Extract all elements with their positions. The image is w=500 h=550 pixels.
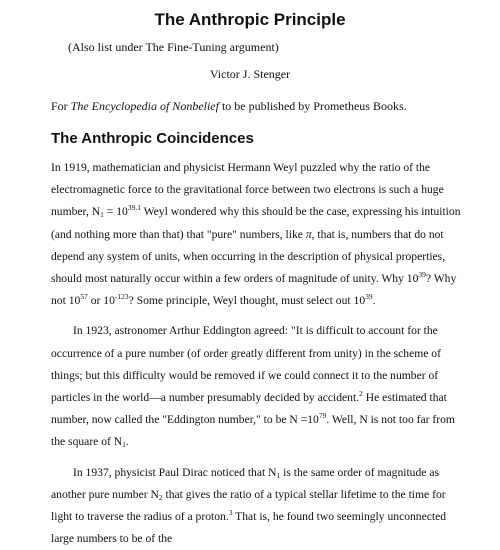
p1-text-d: , that is, numbers that do not depend any system of units, when occurring in the description of physical properties, should most naturally occur within a few orders of magnitude of unity. Why 10	[51, 227, 446, 286]
p2-subscript-c: 1	[122, 440, 126, 450]
p1-superscript-f: -123	[114, 292, 129, 302]
paragraph-3	[51, 462, 465, 550]
p1-text-a: In 1919, mathematician and physicist Hermann Weyl puzzled why the ratio of the electromagnetic force to the gravitational force between two electrons is such a huge number, N	[51, 161, 444, 219]
p1-text-h: .	[372, 294, 376, 308]
paragraph-2	[51, 320, 465, 453]
p2-text-b: He estimated that number, now called the "Eddington number," to be N =10	[51, 391, 447, 427]
p1-subscript-a: 1	[100, 210, 104, 220]
p1-superscript-d: 39	[418, 270, 426, 280]
book-title: The Encyclopedia of Nonbelief	[70, 99, 219, 113]
footnote-2-marker: 2	[359, 389, 363, 399]
body-text	[51, 157, 465, 550]
p1-text-e: ? Why not 10	[51, 272, 457, 308]
p1-superscript-e: 57	[80, 292, 88, 302]
paragraph-1	[51, 157, 465, 312]
alternate-listing-note: (Also list under The Fine-Tuning argument)	[68, 40, 279, 54]
p3-text-d: That is, he found two seemingly unconnected large numbers to be of the	[51, 510, 447, 546]
p3-text-b: is the same order of magnitude as another pure number N	[51, 465, 439, 501]
section-heading: The Anthropic Coincidences	[51, 130, 254, 147]
p3-text-a: In 1937, physicist Paul Dirac noticed that N	[73, 465, 277, 479]
p1-superscript-b: 39	[127, 203, 136, 213]
p2-superscript-b: 79	[318, 411, 327, 421]
p2-text-c: . Well, N is not too far from the square of N	[51, 413, 455, 449]
p1-text-b: = 10	[103, 205, 128, 219]
footnote-1-marker: .1	[135, 203, 141, 213]
p3-text-c: that gives the ratio of a typical stellar lifetime to the time for light to traverse the radius of a proton.	[51, 487, 446, 524]
p1-text-c: Weyl wondered why this should be the case, expressing his intuition (and nothing more than that) that "pure" numbers, like	[51, 205, 461, 241]
publication-prefix: For	[51, 99, 71, 113]
p1-text-g: ? Some principle, Weyl thought, must select out 10	[128, 294, 366, 308]
p3-subscript-a: 1	[276, 470, 281, 480]
p1-superscript-g: 39	[365, 292, 373, 302]
publication-suffix: to be published by Prometheus Books.	[218, 99, 407, 113]
p1-text-f: or 10	[87, 294, 115, 308]
pi-symbol: π	[305, 227, 312, 241]
p2-text-a: In 1923, astronomer Arthur Eddington agreed: "It is difficult to account for the occurrence of a pure number (of order greatly different from unity) in the scheme of things; but this difficulty would be removed if we could connect it to the number of particles in the world—a number presumably decided by accident.	[51, 324, 441, 405]
p3-subscript-b: 2	[158, 492, 163, 502]
p2-text-d: .	[125, 435, 129, 449]
publication-note	[51, 99, 407, 114]
document-title: The Anthropic Principle	[154, 10, 346, 29]
author-name: Victor J. Stenger	[209, 67, 291, 81]
footnote-3-marker: 3	[228, 508, 233, 518]
